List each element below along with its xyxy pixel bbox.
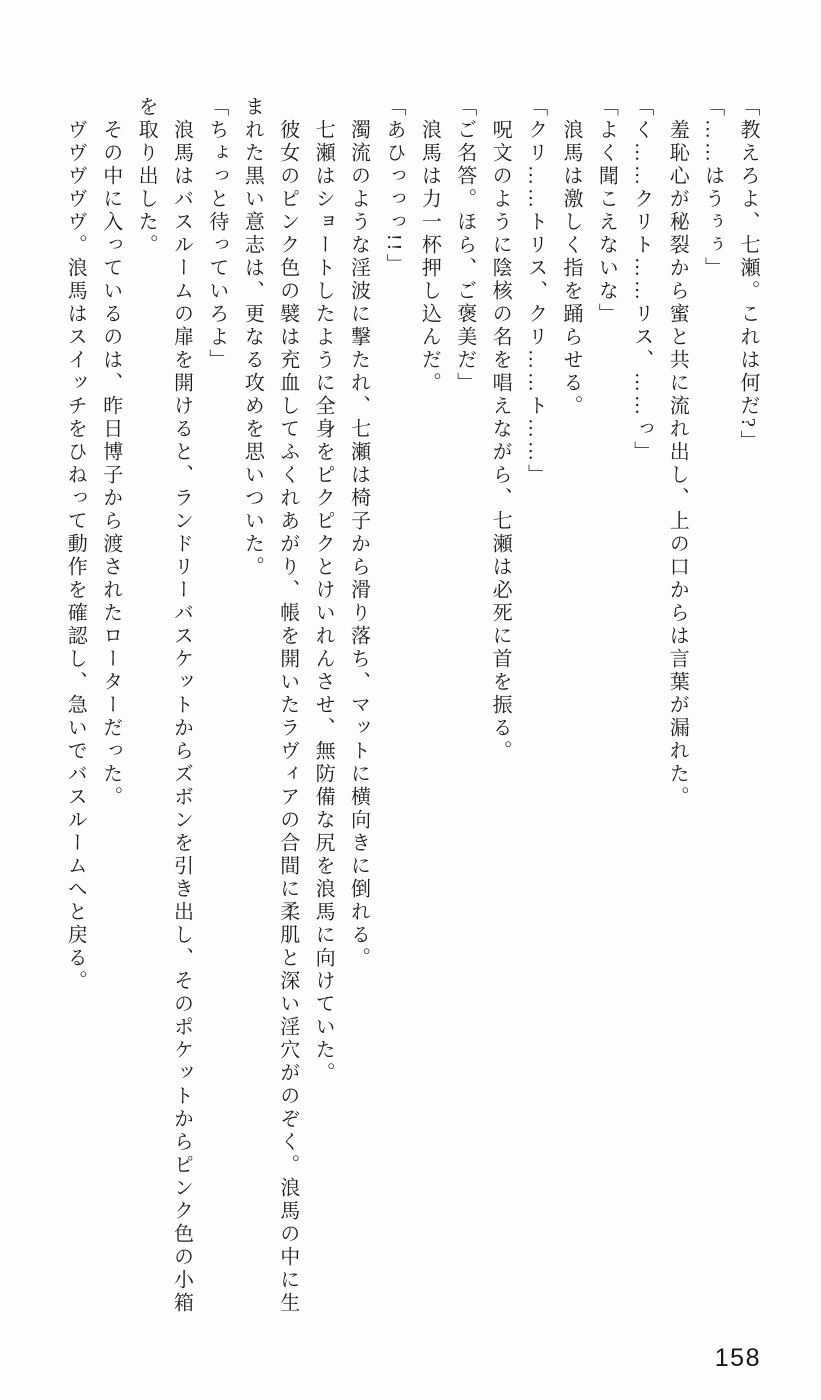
text-line-3: 羞恥心が秘裂から蜜と共に流れ出し、上の口からは言葉が漏れた。 (666, 119, 689, 809)
text-line-5: 「よく聞こえないな」 (595, 96, 618, 326)
text-line-19: その中に入っているのは、昨日博子から渡されたローターだった。 (99, 119, 122, 809)
text-area (57, 96, 765, 1328)
text-line-9: 「ご名答。ほら、ご褒美だ」 (453, 96, 476, 395)
page-number: 158 (714, 1344, 761, 1372)
text-line-10: 浪馬は力一杯押し込んだ。 (418, 119, 441, 395)
text-line-4: 「く……クリト……リス、……っ」 (630, 96, 653, 464)
text-line-11: 「あひっっっ!!」 (382, 96, 405, 277)
text-line-6: 浪馬は激しく指を踊らせる。 (559, 119, 582, 418)
text-line-15: まれた黒い意志は、更なる攻めを思いついた。 (241, 96, 264, 579)
text-line-20: ヴヴヴヴヴ。浪馬はスイッチをひねって動作を確認し、急いでバスルームへと戻る。 (64, 119, 87, 993)
text-line-7: 「クリ……トリス、クリ……ト……」 (524, 96, 547, 487)
text-line-12: 濁流のような淫波に撃たれ、七瀬は椅子から滑り落ち、マットに横向きに倒れる。 (347, 119, 370, 970)
text-line-14: 彼女のピンク色の襞は充血してふくれあがり、帳を開いたラヴィアの合間に柔肌と深い淫穴がのぞく。浪馬の中に生 (276, 119, 299, 1315)
text-line-18: を取り出した。 (135, 96, 158, 257)
text-line-2: 「……はうぅぅ」 (701, 96, 724, 280)
text-line-1: 「教えろよ、七瀬。これは何だ?」 (737, 96, 759, 453)
text-line-8: 呪文のように陰核の名を唱えながら、七瀬は必死に首を振る。 (489, 119, 512, 763)
text-line-16: 「ちょっと待っていろよ」 (205, 96, 228, 372)
text-line-13: 七瀬はショートしたように全身をピクピクとけいれんさせ、無防備な尻を浪馬に向けていた。 (312, 119, 335, 1085)
text-line-17: 浪馬はバスルームの扉を開けると、ランドリーバスケットからズボンを引き出し、そのポケットからピンク色の小箱 (170, 119, 193, 1315)
